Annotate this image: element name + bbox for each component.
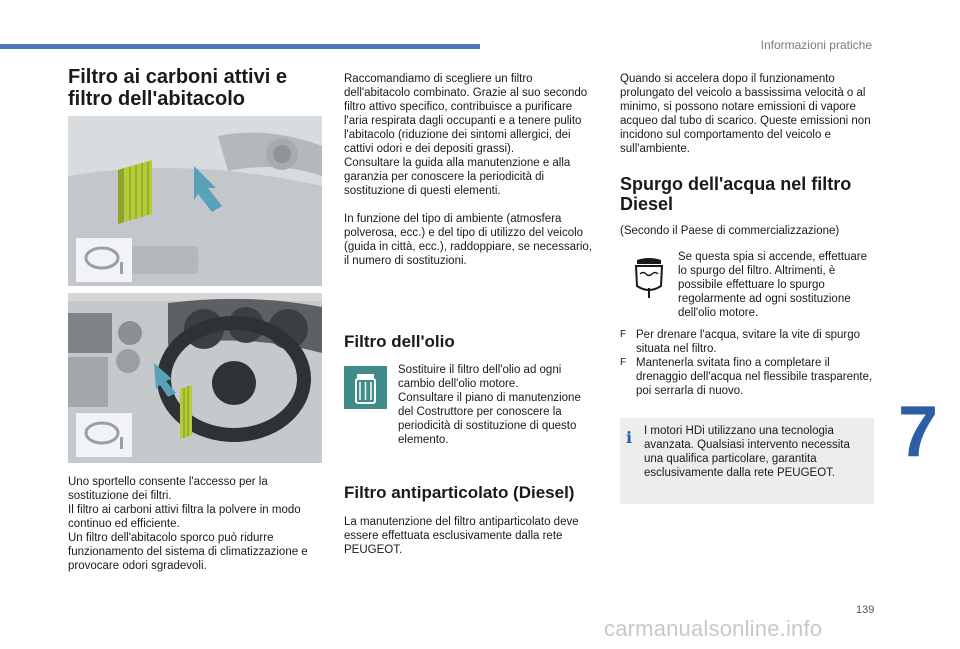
cabin-filter-environment: In funzione del tipo di ambiente (atmosfera polverosa, ecc.) e del tipo di utilizzo del veicolo (guida in città, ecc.), raddoppiare, se necessario, il numero di sostituzioni. — [344, 213, 593, 267]
cabin-filter-element — [118, 160, 152, 224]
bullet-marker: F — [620, 357, 627, 368]
list-item: F Mantenerla svitata fino a completare il drenaggio dell'acqua nel flessibile trasparente, poi serrarla di nuovo. — [620, 357, 873, 397]
info-icon: i — [626, 428, 633, 447]
cabin-filter-body: Uno sportello consente l'accesso per la sostituzione dei filtri. Il filtro ai carboni attivi filtra la polvere in modo continuo ed efficiente. Un filtro dell'abitacolo sporco può ridurre funzionamento del sistema di climatizzazione e provocare odori sgradevoli. — [68, 476, 308, 572]
bullet-marker: F — [620, 329, 627, 340]
oil-filter-body: Sostituire il filtro dell'olio ad ogni cambio dell'olio motore. Consultare il piano di manutenzione del Costruttore per conoscere la periodicità di sostituzione di questo elemento. — [398, 364, 581, 446]
diesel-warning-text: Se questa spia si accende, effettuare lo spurgo del filtro. Altrimenti, è possibile effettuare lo spurgo regolarmente ad ogni sostituzione dell'olio motore. — [678, 251, 868, 319]
page-number: 139 — [856, 604, 875, 616]
oil-filter-title: Filtro dell'olio — [344, 332, 455, 351]
particulate-filter-title: Filtro antiparticolato (Diesel) — [344, 483, 575, 502]
dashboard-illustration — [68, 293, 322, 463]
cabin-filter-title: Filtro ai carboni attivi e filtro dell'abitacolo — [68, 66, 287, 110]
particulate-filter-body: La manutenzione del filtro antiparticolato deve essere effettuata esclusivamente dalla rete PEUGEOT. — [344, 516, 579, 556]
list-item: F Per drenare l'acqua, svitare la vite di spurgo situata nel filtro. — [620, 329, 861, 355]
water-in-diesel-warning-icon — [628, 254, 670, 300]
drain-steps-list — [620, 328, 876, 398]
watermark: carmanualsonline.info — [604, 616, 823, 641]
hdi-info-text: I motori HDi utilizzano una tecnologia avanzata. Qualsiasi intervento necessita una qualifica particolare, garantita esclusivamente dalla rete PEUGEOT. — [644, 425, 850, 479]
header-bar — [0, 44, 480, 49]
glovebox-illustration — [68, 116, 322, 286]
oil-filter-icon — [344, 366, 387, 409]
cabin-filter-recommendation: Raccomandiamo di scegliere un filtro dell'abitacolo combinato. Grazie al suo secondo filtro attivo specifico, contribuisce a purificare l'aria respirata dagli occupanti e a tenere pulito l'abitacolo (riduzione dei sintomi allergici, dei cattivi odori e dei depositi grassi). Consultare la guida alla manutenzione e alla garanzia per conoscere la periodicità di sostituzione di questi elementi. — [344, 73, 588, 197]
section-label: Informazioni pratiche — [760, 38, 872, 52]
diesel-drain-title: Spurgo dell'acqua nel filtro Diesel — [620, 174, 852, 214]
steering-wheel-icon — [76, 413, 132, 457]
water-vapour-note: Quando si accelera dopo il funzionamento prolungato del veicolo a bassissima velocità o al minimo, si possono notare emissioni di vapore acqueo dal tubo di scarico. Queste emissioni non incidono sul comportamento del veicolo e sull'ambiente. — [620, 73, 871, 155]
cabin-filter-element — [180, 385, 192, 439]
steering-wheel-icon — [76, 238, 132, 282]
diesel-drain-country: (Secondo il Paese di commercializzazione) — [620, 225, 840, 237]
hdi-info-box — [620, 418, 874, 504]
chapter-number: 7 — [898, 392, 939, 472]
